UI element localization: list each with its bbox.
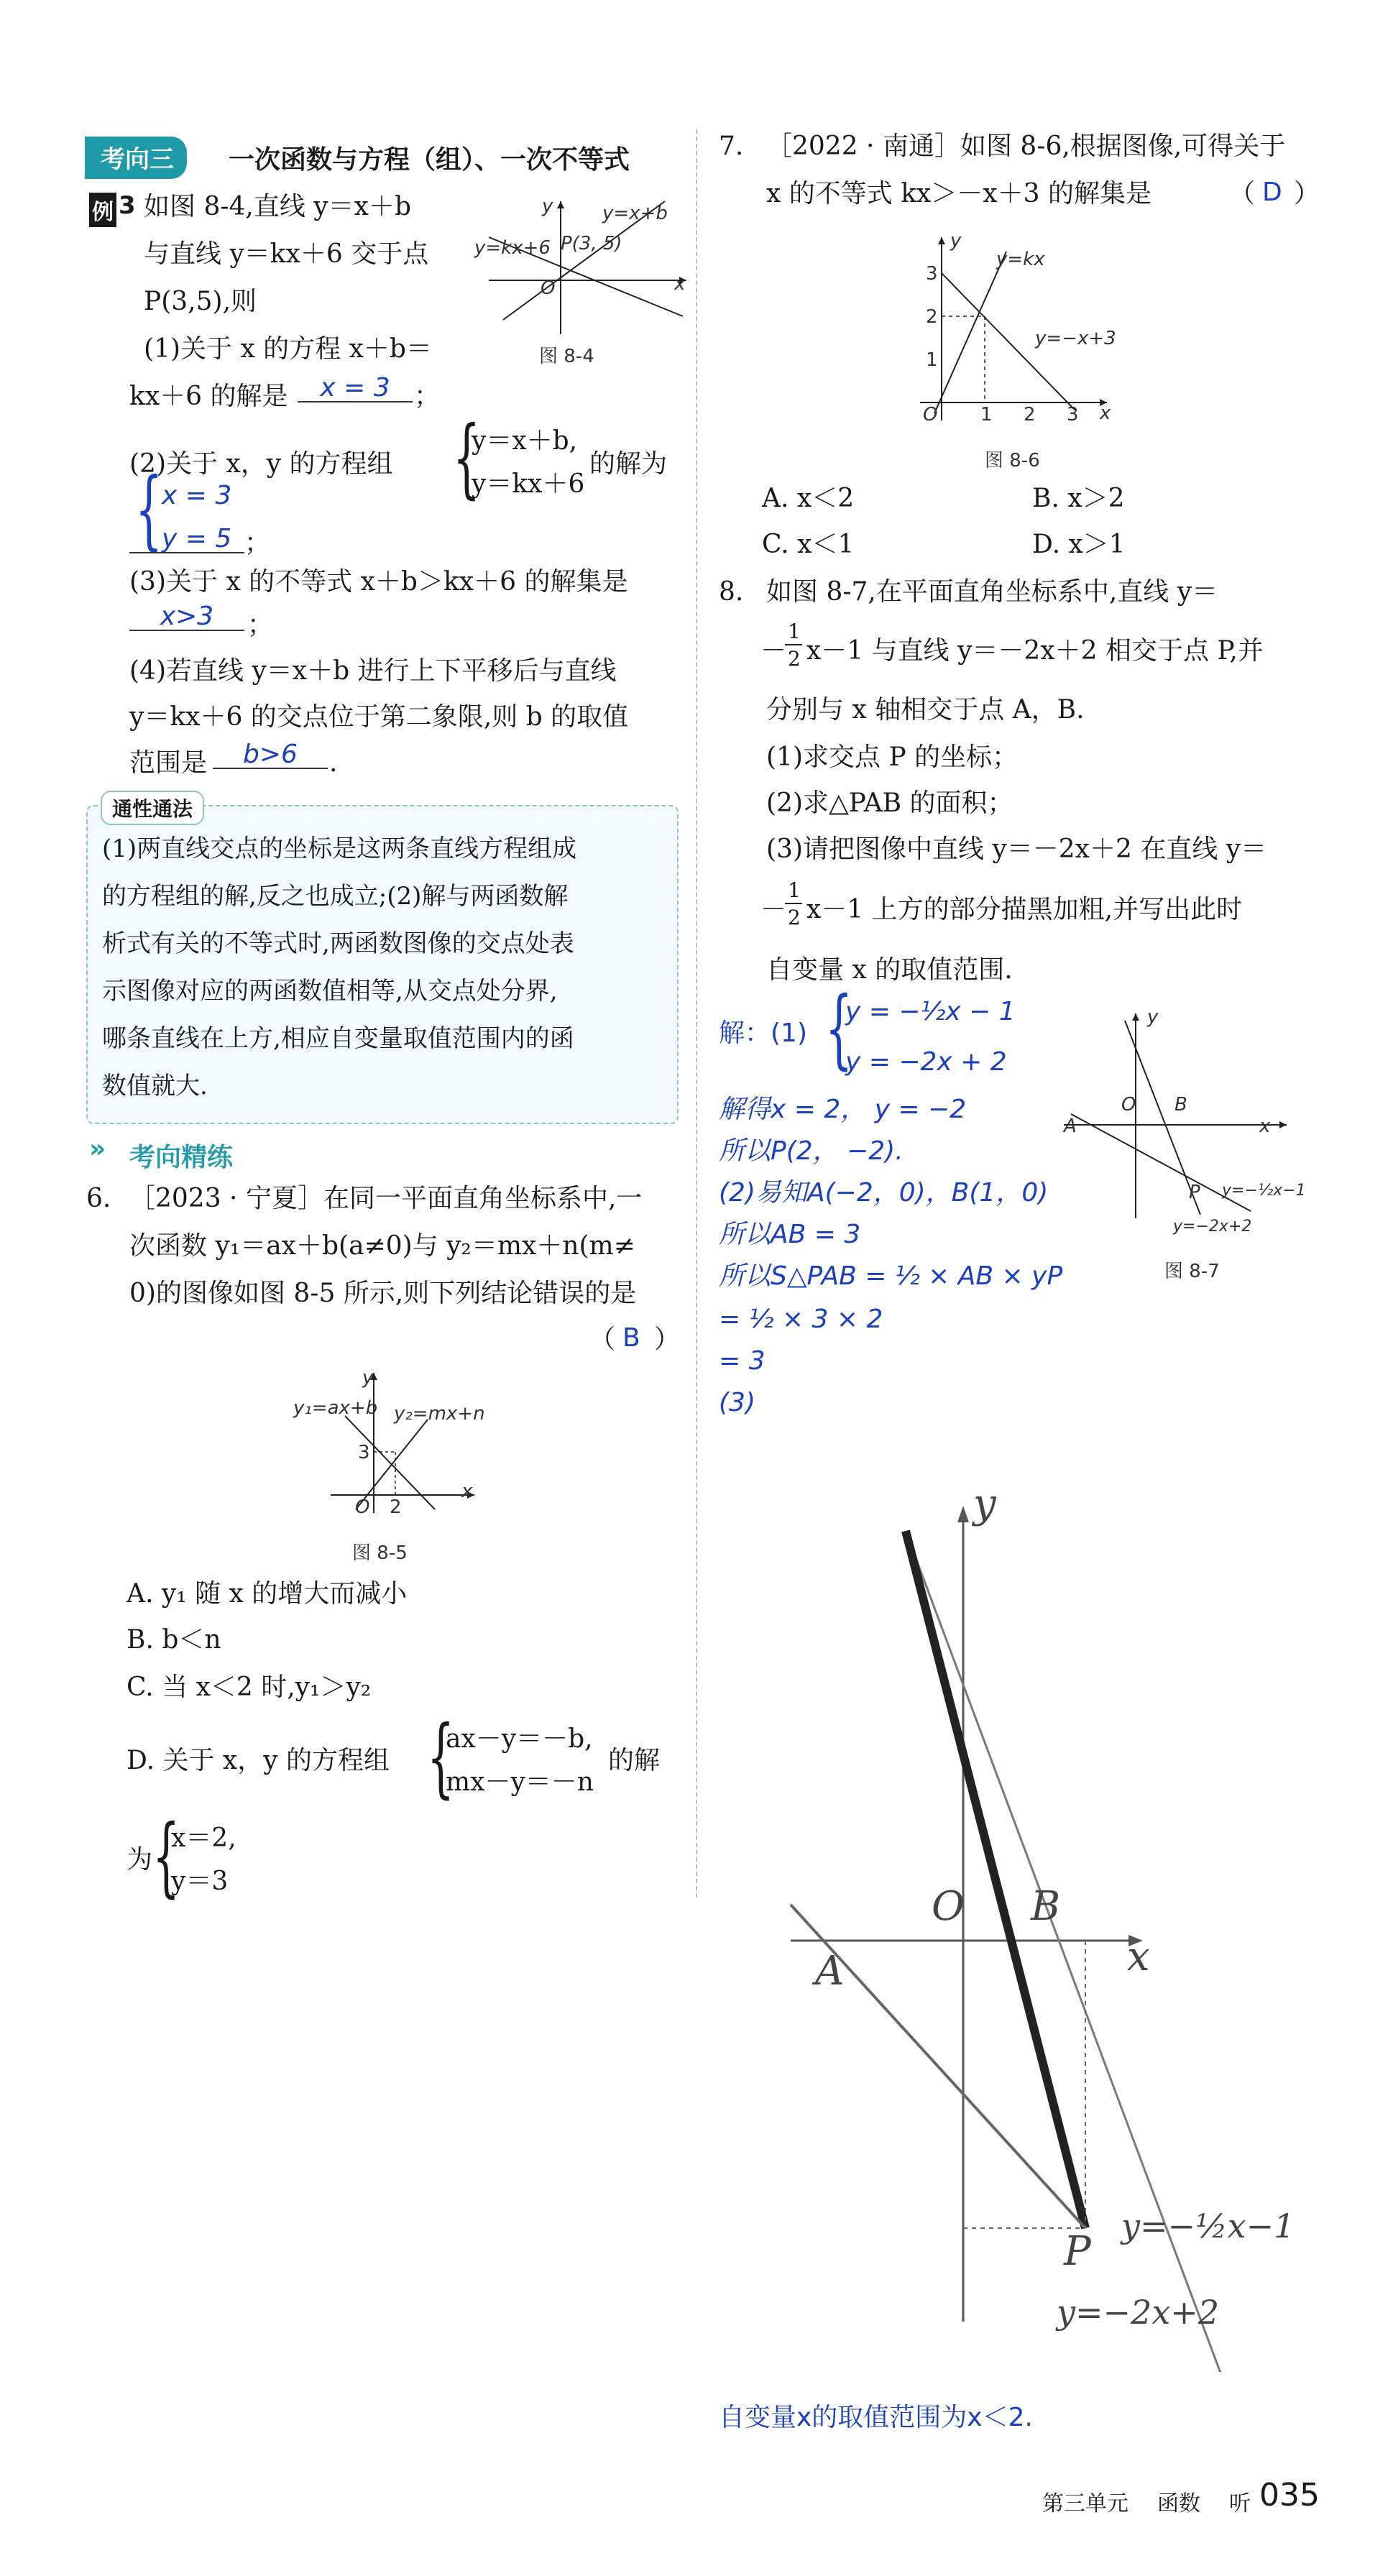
fig86-label-o: O	[923, 404, 938, 426]
q1-end: ；	[414, 382, 441, 411]
example-label: 例	[89, 193, 116, 227]
q6-number: 6.	[86, 1184, 111, 1213]
solution-row-7: = 3	[719, 1346, 766, 1376]
q6-option-a: A. y₁ 随 x 的增大而减小	[127, 1579, 408, 1609]
q8-frac-bar-2	[785, 903, 802, 904]
fig84-label-x: x	[674, 273, 686, 295]
q1-line-2: kx＋6 的解是	[129, 382, 288, 411]
fig86-tick-x-3: 3	[1067, 404, 1079, 426]
fig86-label-yother: y=−x+3	[1035, 328, 1116, 349]
q6-option-b: B. b＜n	[127, 1625, 221, 1655]
q6-option-d-solution-1: x＝2,	[171, 1823, 236, 1853]
footer-unit: 第三单元	[1042, 2491, 1128, 2516]
method-line-6: 数值就大.	[102, 1072, 208, 1100]
q8-line-3: 分别与 x 轴相交于点 A，B.	[766, 695, 1085, 724]
method-line-1: (1)两直线交点的坐标是这两条直线方程组成	[102, 834, 577, 863]
q2-answer-brace: {	[135, 460, 163, 560]
q7-answer: D	[1262, 178, 1282, 207]
q8-neg-1: －	[760, 636, 787, 666]
q3-end: ；	[247, 610, 274, 640]
method-line-4: 示图像对应的两函数值相等,从交点处分界,	[102, 977, 558, 1006]
q8-sub-1: (1)求交点 P 的坐标；	[766, 742, 1019, 772]
answer-fig-label-a: A	[815, 1948, 845, 1995]
q1-line-1: (1)关于 x 的方程 x＋b＝	[144, 334, 432, 364]
example-stem-3: P(3,5),则	[144, 287, 257, 316]
fig87-label-p: P	[1189, 1182, 1200, 1203]
fig87-label-x: x	[1259, 1116, 1271, 1137]
figure-8-5	[316, 1366, 482, 1517]
q8-sub-3-line-2: x－1 上方的部分描黑加粗,并写出此时	[806, 895, 1243, 924]
method-line-5: 哪条直线在上方,相应自变量取值范围内的函	[102, 1024, 574, 1053]
q8-number: 8.	[719, 577, 744, 607]
fig84-label-p: P(3, 5)	[561, 233, 622, 254]
q6-option-d-brace: {	[427, 1708, 455, 1808]
q2-answer-2: y = 5	[162, 524, 232, 553]
fig84-label-y: y	[542, 196, 553, 217]
footer-topic: 函数	[1157, 2491, 1200, 2516]
q6-option-d-end: 的解	[608, 1746, 661, 1775]
example-number: 3	[119, 191, 136, 220]
q8-sub-3-line-3: 自变量 x 的取值范围.	[766, 955, 1013, 985]
method-line-2: 的方程组的解,反之也成立;(2)解与两函数解	[102, 882, 569, 911]
solution-row-4: 所以AB = 3	[719, 1220, 861, 1249]
solution-row-1: 解得x = 2， y = −2	[719, 1095, 967, 1124]
q7-option-c: C. x＜1	[762, 530, 855, 559]
column-divider	[696, 129, 697, 1898]
fig84-label-line2: y=kx+6	[474, 237, 551, 259]
fig87-caption: 图 8-7	[1164, 1261, 1220, 1282]
q4-line-1: (4)若直线 y＝x＋b 进行上下平移后与直线	[129, 656, 617, 686]
q1-answer: x = 3	[298, 375, 413, 402]
q6-option-c: C. 当 x＜2 时,y₁＞y₂	[127, 1673, 372, 1702]
fig85-label-y1: y₁=ax+b	[293, 1397, 378, 1419]
answer-fig-label-o: O	[932, 1883, 965, 1930]
example-stem-1: 如图 8-4,直线 y＝x＋b	[144, 192, 411, 221]
q6-option-d-line-2: 为	[127, 1845, 153, 1874]
q8-frac-den-2: 2	[788, 906, 801, 929]
answer-fig-label-p: P	[1064, 2228, 1091, 2275]
fig84-label-o: O	[541, 277, 556, 299]
fig86-tick-y-1: 1	[926, 349, 938, 371]
q4-answer: b>6	[213, 742, 328, 769]
q3-line-1: (3)关于 x 的不等式 x＋b＞kx＋6 的解集是	[129, 567, 628, 597]
q4-end: .	[329, 748, 338, 778]
q6-option-d-system-1: ax－y＝－b,	[446, 1724, 593, 1754]
footer-listen: 听	[1229, 2491, 1251, 2516]
q7-option-b: B. x＞2	[1032, 484, 1125, 513]
fig86-caption: 图 8-6	[985, 450, 1040, 472]
q2-system-1: y＝x＋b,	[472, 426, 578, 456]
q6-option-d-line-1: D. 关于 x，y 的方程组	[127, 1746, 390, 1775]
solution-final: 自变量x的取值范围为x＜2.	[719, 2403, 1033, 2432]
q3-answer: x>3	[129, 604, 244, 631]
q6-line-3: 0)的图像如图 8-5 所示,则下列结论错误的是	[129, 1279, 637, 1308]
solution-system-2: y = −2x + 2	[845, 1047, 1007, 1077]
fig86-label-y: y	[950, 230, 962, 252]
q7-line-2: x 的不等式 kx＞－x＋3 的解集是	[766, 179, 1151, 208]
fig85-caption: 图 8-5	[352, 1542, 408, 1564]
solution-brace: {	[825, 979, 853, 1079]
fig86-tick-x-2: 2	[1024, 404, 1036, 426]
solution-system-1: y = −½x − 1	[845, 997, 1016, 1026]
method-line-3: 析式有关的不等式时,两函数图像的交点处表	[102, 929, 574, 958]
section-tag: 考向三	[85, 137, 187, 179]
solution-row-2: 所以P(2， −2).	[719, 1136, 904, 1166]
q6-line-2: 次函数 y₁＝ax＋b(a≠0)与 y₂＝mx＋n(m≠	[129, 1231, 635, 1261]
q8-sub-3-line-1: (3)请把图像中直线 y＝－2x＋2 在直线 y＝	[766, 834, 1267, 864]
fig85-label-2: 2	[390, 1496, 402, 1518]
answer-fig-label-y: y	[973, 1481, 996, 1527]
q2-system-2: y＝kx＋6	[472, 469, 585, 499]
q2-answer-1: x = 3	[162, 481, 232, 510]
fig85-label-o: O	[355, 1496, 370, 1518]
method-tag: 通性通法	[101, 791, 204, 825]
example-stem-2: 与直线 y＝kx＋6 交于点	[144, 239, 429, 269]
fig85-label-x: x	[461, 1481, 473, 1502]
fig86-tick-y-2: 2	[926, 306, 938, 328]
solution-row-8: (3)	[719, 1388, 755, 1417]
q7-option-a: A. x＜2	[762, 484, 855, 513]
q2-brace: {	[453, 408, 481, 508]
page-number: 035	[1259, 2477, 1320, 2513]
fig85-label-y: y	[362, 1367, 374, 1389]
q8-sub-2: (2)求△PAB 的面积；	[766, 788, 1013, 818]
fig85-label-3: 3	[358, 1442, 370, 1463]
q7-paren-open: （	[1229, 179, 1256, 208]
q6-line-1: ［2023 · 宁夏］在同一平面直角坐标系中,一	[129, 1184, 643, 1213]
fig87-label-y: y	[1147, 1006, 1159, 1028]
fig85-label-y2: y₂=mx+n	[394, 1403, 485, 1425]
q8-frac-num-2: 1	[788, 878, 801, 902]
q4-line-3: 范围是	[129, 748, 208, 778]
answer-fig-label-line1: y=−½x−1	[1121, 2207, 1295, 2245]
answer-fig-label-x: x	[1127, 1933, 1150, 1980]
q2-answer-underline	[129, 552, 244, 553]
q6-option-d-solution-brace: {	[152, 1807, 180, 1907]
q7-number: 7.	[719, 132, 744, 161]
fig86-tick-y-3: 3	[926, 263, 938, 285]
q6-paren-close: ）	[654, 1325, 681, 1354]
q6-paren-open: （	[589, 1325, 616, 1354]
practice-chevron-icon: »	[89, 1134, 106, 1164]
q7-line-1: ［2022 · 南通］如图 8-6,根据图像,可得关于	[766, 132, 1286, 161]
q7-option-d: D. x＞1	[1032, 530, 1126, 559]
practice-title: 考向精练	[129, 1143, 234, 1172]
fig87-label-b: B	[1174, 1094, 1187, 1116]
q7-paren-close: ）	[1294, 179, 1320, 208]
q6-option-d-system-2: mx－y＝－n	[446, 1767, 594, 1797]
q8-frac-num-1: 1	[788, 620, 801, 643]
section-title: 一次函数与方程（组）、一次不等式	[229, 145, 630, 175]
fig86-tick-x-1: 1	[980, 404, 993, 426]
fig86-label-ykx: y=kx	[996, 249, 1045, 270]
q6-option-d-solution-2: y＝3	[171, 1867, 229, 1896]
fig86-label-x: x	[1100, 402, 1111, 424]
q6-answer: B	[622, 1323, 640, 1353]
q8-frac-bar-1	[785, 644, 802, 645]
fig87-label-o: O	[1121, 1094, 1136, 1116]
fig84-label-line1: y=x+b	[602, 203, 668, 224]
q2-line-1-end: 的解为	[589, 449, 668, 479]
q8-neg-2: －	[760, 895, 787, 924]
q2-end: ；	[244, 528, 271, 558]
fig87-label-a: A	[1064, 1116, 1077, 1137]
q8-line-1: 如图 8-7,在平面直角坐标系中,直线 y＝	[766, 577, 1218, 607]
q8-frac-den-1: 2	[788, 647, 801, 671]
q2-line-1: (2)关于 x，y 的方程组	[129, 449, 393, 479]
answer-fig-label-b: B	[1031, 1883, 1061, 1930]
solution-row-3: (2)易知A(−2，0)，B(1，0)	[719, 1178, 1049, 1208]
fig84-caption: 图 8-4	[539, 346, 594, 367]
fig87-label-line1: y=−½x−1	[1222, 1182, 1306, 1200]
solution-lead: 解：(1)	[719, 1018, 807, 1048]
solution-row-5: 所以S△PAB = ½ × AB × yP	[719, 1261, 1063, 1291]
q4-line-2: y＝kx＋6 的交点位于第二象限,则 b 的取值	[129, 702, 629, 732]
fig87-label-line2: y=−2x+2	[1173, 1218, 1252, 1236]
q8-line-2: x－1 与直线 y＝－2x＋2 相交于点 P,并	[806, 636, 1264, 666]
solution-row-6: = ½ × 3 × 2	[719, 1305, 883, 1334]
answer-fig-label-line2: y=−2x+2	[1057, 2293, 1220, 2332]
